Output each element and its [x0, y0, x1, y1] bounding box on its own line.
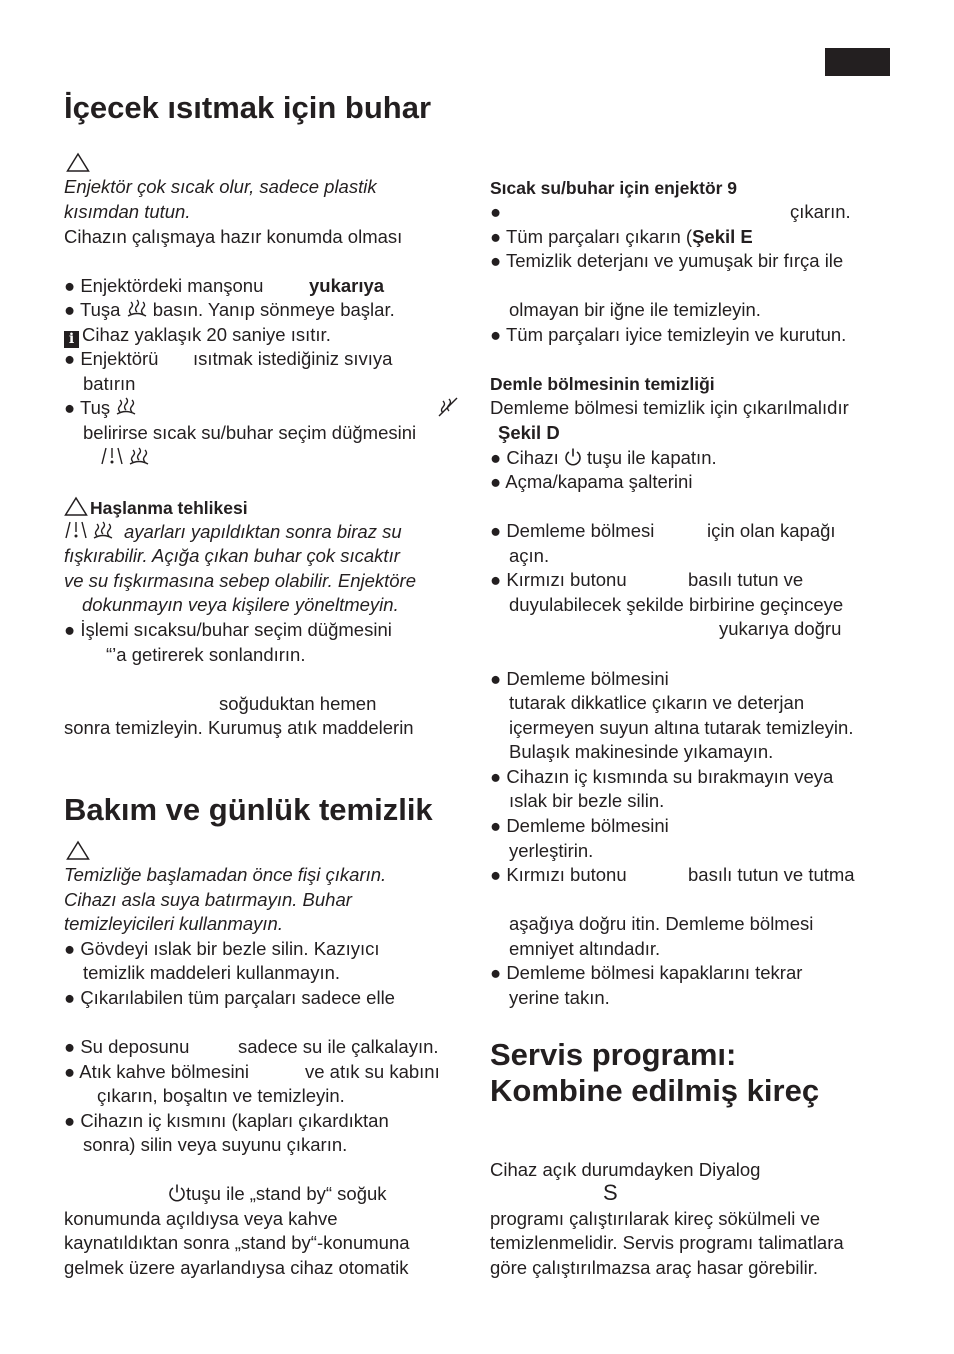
warning-text-2: kısımdan tutun.	[64, 201, 191, 222]
danger-text: dokunmayın veya kişilere yöneltmeyin.	[82, 594, 399, 615]
paragraph: programı çalıştırılarak kireç sökülmeli ve	[490, 1208, 821, 1229]
steam-icon	[115, 396, 137, 416]
list-item: ● Kırmızı butonu	[490, 569, 627, 590]
paragraph: soğuduktan hemen	[219, 693, 377, 714]
steam-icon	[128, 446, 150, 466]
warning-text-1: Enjektör çok sıcak olur, sadece plastik	[64, 176, 377, 197]
paragraph: kaynatıldıktan sonra „stand by“-konumuna	[64, 1232, 410, 1253]
power-icon	[564, 447, 582, 466]
list-item: ● Demleme bölmesi kapaklarını tekrar	[490, 962, 803, 983]
list-item-cont: aşağıya doğru itin. Demleme bölmesi	[509, 913, 814, 934]
list-item-cont: ıslak bir bezle silin.	[509, 790, 665, 811]
list-item-cont: basılı tutun ve tutma	[688, 864, 855, 885]
list-item-cont: belirirse sıcak su/buhar seçim düğmesini	[83, 422, 417, 443]
list-item: ● Tuş	[64, 396, 137, 421]
heading-service: Servis programı:	[490, 1037, 737, 1072]
list-item: ● Gövdeyi ıslak bir bezle silin. Kazıyıcı	[64, 938, 380, 959]
list-item-cont: emniyet altındadır.	[509, 938, 661, 959]
list-item: ● Cihazın iç kısmını (kapları çıkardıktan	[64, 1110, 389, 1131]
list-item: ● Kırmızı butonu	[490, 864, 627, 885]
list-item-cont: sonra) silin veya suyunu çıkarın.	[83, 1134, 348, 1155]
info-icon: i	[64, 331, 79, 348]
warning-text: Temizliğe başlamadan önce fişi çıkarın.	[64, 864, 387, 885]
paragraph: tuşu ile „stand by“ soğuk	[168, 1182, 387, 1207]
list-item: ● Çıkarılabilen tüm parçaları sadece elle	[64, 987, 395, 1008]
list-item: ● Atık kahve bölmesini	[64, 1061, 249, 1082]
danger-text: fışkırabilir. Açığa çıkan buhar çok sıcaktır	[64, 545, 400, 566]
paragraph: sonra temizleyin. Kurumuş atık maddelerin	[64, 717, 414, 738]
list-item-cont: yerine takın.	[509, 987, 610, 1008]
paragraph: gelmek üzere ayarlandıysa cihaz otomatik	[64, 1257, 409, 1278]
list-item-cont: ısıtmak istediğiniz sıvıya	[193, 348, 393, 369]
danger-text: ayarları yapıldıktan sonra biraz su	[124, 521, 402, 542]
warning-triangle-icon	[66, 152, 90, 172]
list-item: ● Tüm parçaları iyice temizleyin ve kurutun.	[490, 324, 847, 345]
steam-icon	[92, 520, 114, 540]
paragraph: konumunda açıldıysa veya kahve	[64, 1208, 338, 1229]
list-item: ● Enjektördeki manşonu	[64, 275, 264, 296]
list-item-cont: sadece su ile çalkalayın.	[238, 1036, 439, 1057]
list-item-cont: olmayan bir iğne ile temizleyin.	[509, 299, 761, 320]
list-item: ● Cihazın iç kısmında su bırakmayın veya	[490, 766, 834, 787]
hot-water-icon	[64, 520, 88, 540]
paragraph: Cihaz açık durumdayken Diyalog	[490, 1159, 761, 1180]
list-item-cont: ve atık su kabını	[305, 1061, 440, 1082]
warning-triangle-icon	[66, 840, 90, 860]
list-item-cont: açın.	[509, 545, 550, 566]
warning-triangle-icon	[64, 496, 88, 516]
paragraph: Demleme bölmesi temizlik için çıkarılmalıdır	[490, 397, 849, 418]
paragraph: Cihazın çalışmaya hazır konumda olması	[64, 226, 403, 247]
list-item-cont: duyulabilecek şekilde birbirine geçinceye	[509, 594, 844, 615]
warning-text: temizleyicileri kullanmayın.	[64, 913, 283, 934]
paragraph: göre çalıştırılmazsa araç hasar görebilir.	[490, 1257, 818, 1278]
list-item: ● Demleme bölmesini	[490, 668, 669, 689]
display-symbol: S	[603, 1180, 618, 1205]
subheading: Demle bölmesinin temizliği	[490, 374, 715, 394]
hot-water-icon	[100, 446, 124, 466]
list-item: ● Tüm parçaları çıkarın (Şekil E	[490, 226, 753, 247]
list-item-cont: için olan kapağı	[707, 520, 836, 541]
list-item-cont: çıkarın, boşaltın ve temizleyin.	[97, 1085, 345, 1106]
no-steam-icon	[437, 396, 459, 418]
list-item-cont: temizlik maddeleri kullanmayın.	[83, 962, 341, 983]
list-item-cont: içermeyen suyun altına tutarak temizleyin.	[509, 717, 854, 738]
list-item: ● Cihazı tuşu ile kapatın.	[490, 447, 717, 468]
list-item-cont: Bulaşık makinesinde yıkamayın.	[509, 741, 774, 762]
list-item: ● Açma/kapama şalterini	[490, 471, 693, 492]
heading-service-2: Kombine edilmiş kireç	[490, 1073, 820, 1108]
list-item-cont: çıkarın.	[790, 201, 851, 222]
icon-group	[64, 520, 114, 545]
list-item: ● Temizlik deterjanı ve yumuşak bir fırça ile	[490, 250, 844, 271]
subheading: Sıcak su/buhar için enjektör 9	[490, 178, 738, 198]
list-item-cont: tutarak dikkatlice çıkarın ve deterjan	[509, 692, 805, 713]
list-item: ● Enjektörü	[64, 348, 159, 369]
language-tab	[825, 48, 890, 76]
heading-steam: İçecek ısıtmak için buhar	[64, 90, 432, 125]
power-icon	[168, 1183, 186, 1202]
list-item: ● Demleme bölmesini	[490, 815, 669, 836]
list-item-cont: basılı tutun ve	[688, 569, 804, 590]
danger-text: ve su fışkırmasına sebep olabilir. Enjektöre	[64, 570, 417, 591]
icon-group	[100, 446, 150, 471]
danger-title: Haşlanma tehlikesi	[90, 498, 248, 518]
heading-maintenance: Bakım ve günlük temizlik	[64, 792, 433, 827]
list-item: ● Su deposunu	[64, 1036, 190, 1057]
list-item: ●	[490, 201, 502, 222]
paragraph: temizlenmelidir. Servis programı talimatlara	[490, 1232, 844, 1253]
warning-text: Cihazı asla suya batırmayın. Buhar	[64, 889, 352, 910]
list-item: ● İşlemi sıcaksu/buhar seçim düğmesini	[64, 619, 392, 640]
list-item-cont: “’a getirerek sonlandırın.	[106, 644, 306, 665]
list-item-cont: batırın	[83, 373, 136, 394]
emphasis: yukarıya	[309, 275, 385, 296]
list-item: ● Demleme bölmesi	[490, 520, 655, 541]
info-line: i Cihaz yaklaşık 20 saniye ısıtır.	[64, 323, 331, 348]
list-item-cont: yukarıya doğru	[719, 618, 842, 639]
list-item-cont: yerleştirin.	[509, 840, 594, 861]
figure-ref: Şekil D	[498, 422, 560, 443]
list-item: ● Tuşa basın. Yanıp sönmeye başlar.	[64, 299, 395, 320]
steam-icon	[126, 298, 148, 318]
